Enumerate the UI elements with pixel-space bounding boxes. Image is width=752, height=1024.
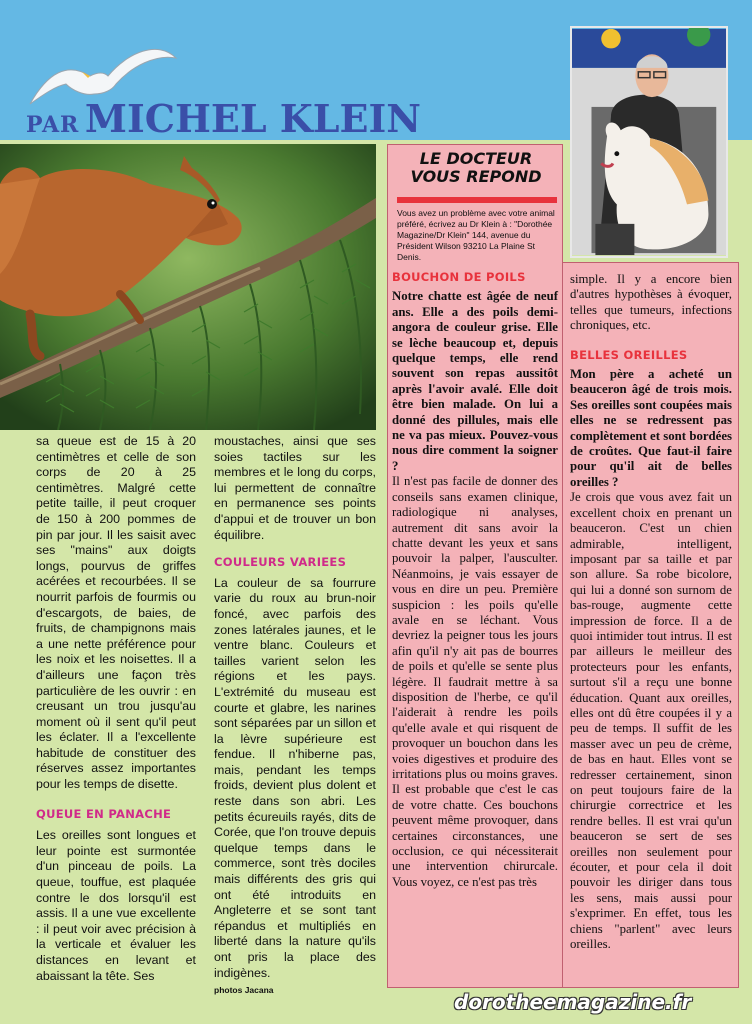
byline-par: PAR (26, 112, 80, 138)
col1-paragraph-2: Les oreilles sont longues et leur pointe est surmontée d'un pinceau de poils. La queue, touffue, est plaquée contre le dos lorsqu'il est assis. Il a une vue excellente : il peut voir avec précision à la verticale et évaluer les distances en levant et abaissant la tête. Ses (36, 828, 196, 983)
section-heading-bouchon: BOUCHON DE POILS (392, 270, 526, 284)
qa-column-2 (570, 272, 732, 952)
col2-paragraph-2: La couleur de sa fourrure varie du roux au brun-noir foncé, avec parfois des zones latérales jaunes, et le ventre blanc. Couleurs et tailles varient selon les régions et les pays. L'extrémité du museau est courte et glabre, les narines sont séparées par un sillon et la lèvre supérieure est fendue. Il n'hiberne pas, mais, pendant les temps froids, devient plus dolent et reste dans son abri. Les petits écureuils rayés, dits de Corée, que l'on trouve depuis quelque temps dans le commerce, sont très dociles mais différents des gris qui ont été introduits en Angleterre et se sont tant répandus et multipliés en liberté dans la nature qu'ils ont pris la place des indigènes. (214, 575, 376, 980)
answer-dog: Je crois que vous avez fait un excellent choix en prenant un beauceron. C'est un chien admirable, intelligent, imposant par sa taille et par son allure. Sa robe bicolore, qui lui a donné son surnom de bas-rouge, augmente cette impression de force. Il a de quoi intimider tout intrus. Il est par ailleurs le meilleur des protecteurs pour les enfants, surtout s'il a reçu une bonne éducation. Quant aux oreilles, elles ont dû être coupées il y a peu de temps. Il suffit de les masser avec un peu de crème, de bas en haut. Elles vont se redresser certainement, sinon on peut toujours faire de la chirurgie correctrice et les rendre belles. Il est vrai qu'un beauceron se sert de ses oreilles non seulement pour écouter, et pour cela il doit pouvoir les diriger dans tous les sens, mais aussi pour s'exprimer. En effet, tous les chiens "parlent" avec leurs oreilles. (570, 490, 732, 952)
answer-cat-continued: simple. Il y a encore bien d'autres hypothèses à évoquer, telles que tumeurs, infections chroniques, etc. (570, 272, 732, 333)
answer-cat: Il n'est pas facile de donner des conseils sans examen clinique, radiologique ni analyses, autrement dit sans avoir la chatte devant les yeux et sans pouvoir la palper, l'ausculter. Néanmoins, je vais essayer de vous en dire un peu. Première suspicion : les poils qu'elle avale en se léchant. Vous devriez la peigner tous les jours afin qu'il n'y ait pas de bourres de poils et qu'elle se sente plus légère. Il faudrait mettre à sa disposition de l'herbe, ce qu'il l'aiderait à rendre les poils qu'elle avale et qui risquent de provoquer un bouchon dans les voies digestives et produire des irritations plus ou moins graves. Il est probable que c'est le cas de votre chatte. Ces bouchons peuvent même provoquer, dans certaines circonstances, une occlusion, ce qui nécessiterait une intervention chirurcale. Vous voyez, ce n'est pas très (392, 474, 558, 889)
byline-author: MICHEL KLEIN (84, 96, 421, 141)
contact-info: Vous avez un problème avec votre animal préféré, écrivez au Dr Klein à : "Dorothée Magazine/Dr Klein" 144, avenue du Président Wilson 93210 La Plaine St Denis. (397, 208, 555, 262)
box-title-line1: LE DOCTEUR (419, 149, 533, 168)
title-divider (397, 197, 557, 203)
doctor-with-dog-photo (570, 26, 728, 258)
site-watermark: dorotheemagazine.fr (454, 990, 692, 1014)
photo-credit: photos Jacana (214, 985, 274, 996)
squirrel-photo (0, 144, 376, 430)
question-cat: Notre chatte est âgée de neuf ans. Elle a des poils demi-angora de couleur grise. Elle se lèche beaucoup et, depuis quelque temps, elle rend souvent son repas aussitôt après l'avoir avalé. Elle doit être bien malade. On lui a donné des pillules, mais elle ne va pas mieux. Pouvez-vous nous dire comment la soigner ? (392, 289, 558, 473)
section-heading-queue: QUEUE EN PANACHE (36, 806, 172, 821)
article-column-2 (214, 434, 376, 999)
qa-column-1 (392, 270, 558, 890)
col1-paragraph-1: sa queue est de 15 à 20 centimètres et celle de son corps de 20 à 25 centimètres. Malgré cette petite taille, il peut croquer de 150 à 200 pommes de pin par jour. Il les saisit avec ses "mains" aux doigts longs, pourvus de griffes acérées et recourbées. Il se nourrit parfois de fourmis ou d'escargots, de baies, de fruits, de champignons mais a une nette préférence pour les noix et les noisettes. Il a d'ailleurs une façon très particulière de les ouvrir : en creusant un trou jusqu'au moment où il sent qu'il peut les éclater. Il a l'excellente habitude de constituer des réserves assez importantes pour les temps de disette. (36, 434, 196, 792)
article-column-1 (36, 434, 196, 984)
question-dog: Mon père a acheté un beauceron âgé de trois mois. Ses oreilles sont coupées mais elles ne se redressent pas complètement et sont bordées de croûtes. Que faut-il faire pour qu'il ait de belles oreilles ? (570, 367, 732, 489)
col2-paragraph-1: moustaches, ainsi que ses soies tactiles sur les membres et le long du corps, lui permettent de connaître en permanence ses points d'appui et de trouver un bon équilibre. (214, 434, 376, 542)
box-title-line2: VOUS REPOND (410, 167, 542, 186)
section-heading-couleurs: COULEURS VARIEES (214, 555, 347, 570)
box-title (393, 150, 559, 186)
author-byline (26, 96, 421, 141)
section-heading-oreilles: BELLES OREILLES (570, 347, 688, 362)
